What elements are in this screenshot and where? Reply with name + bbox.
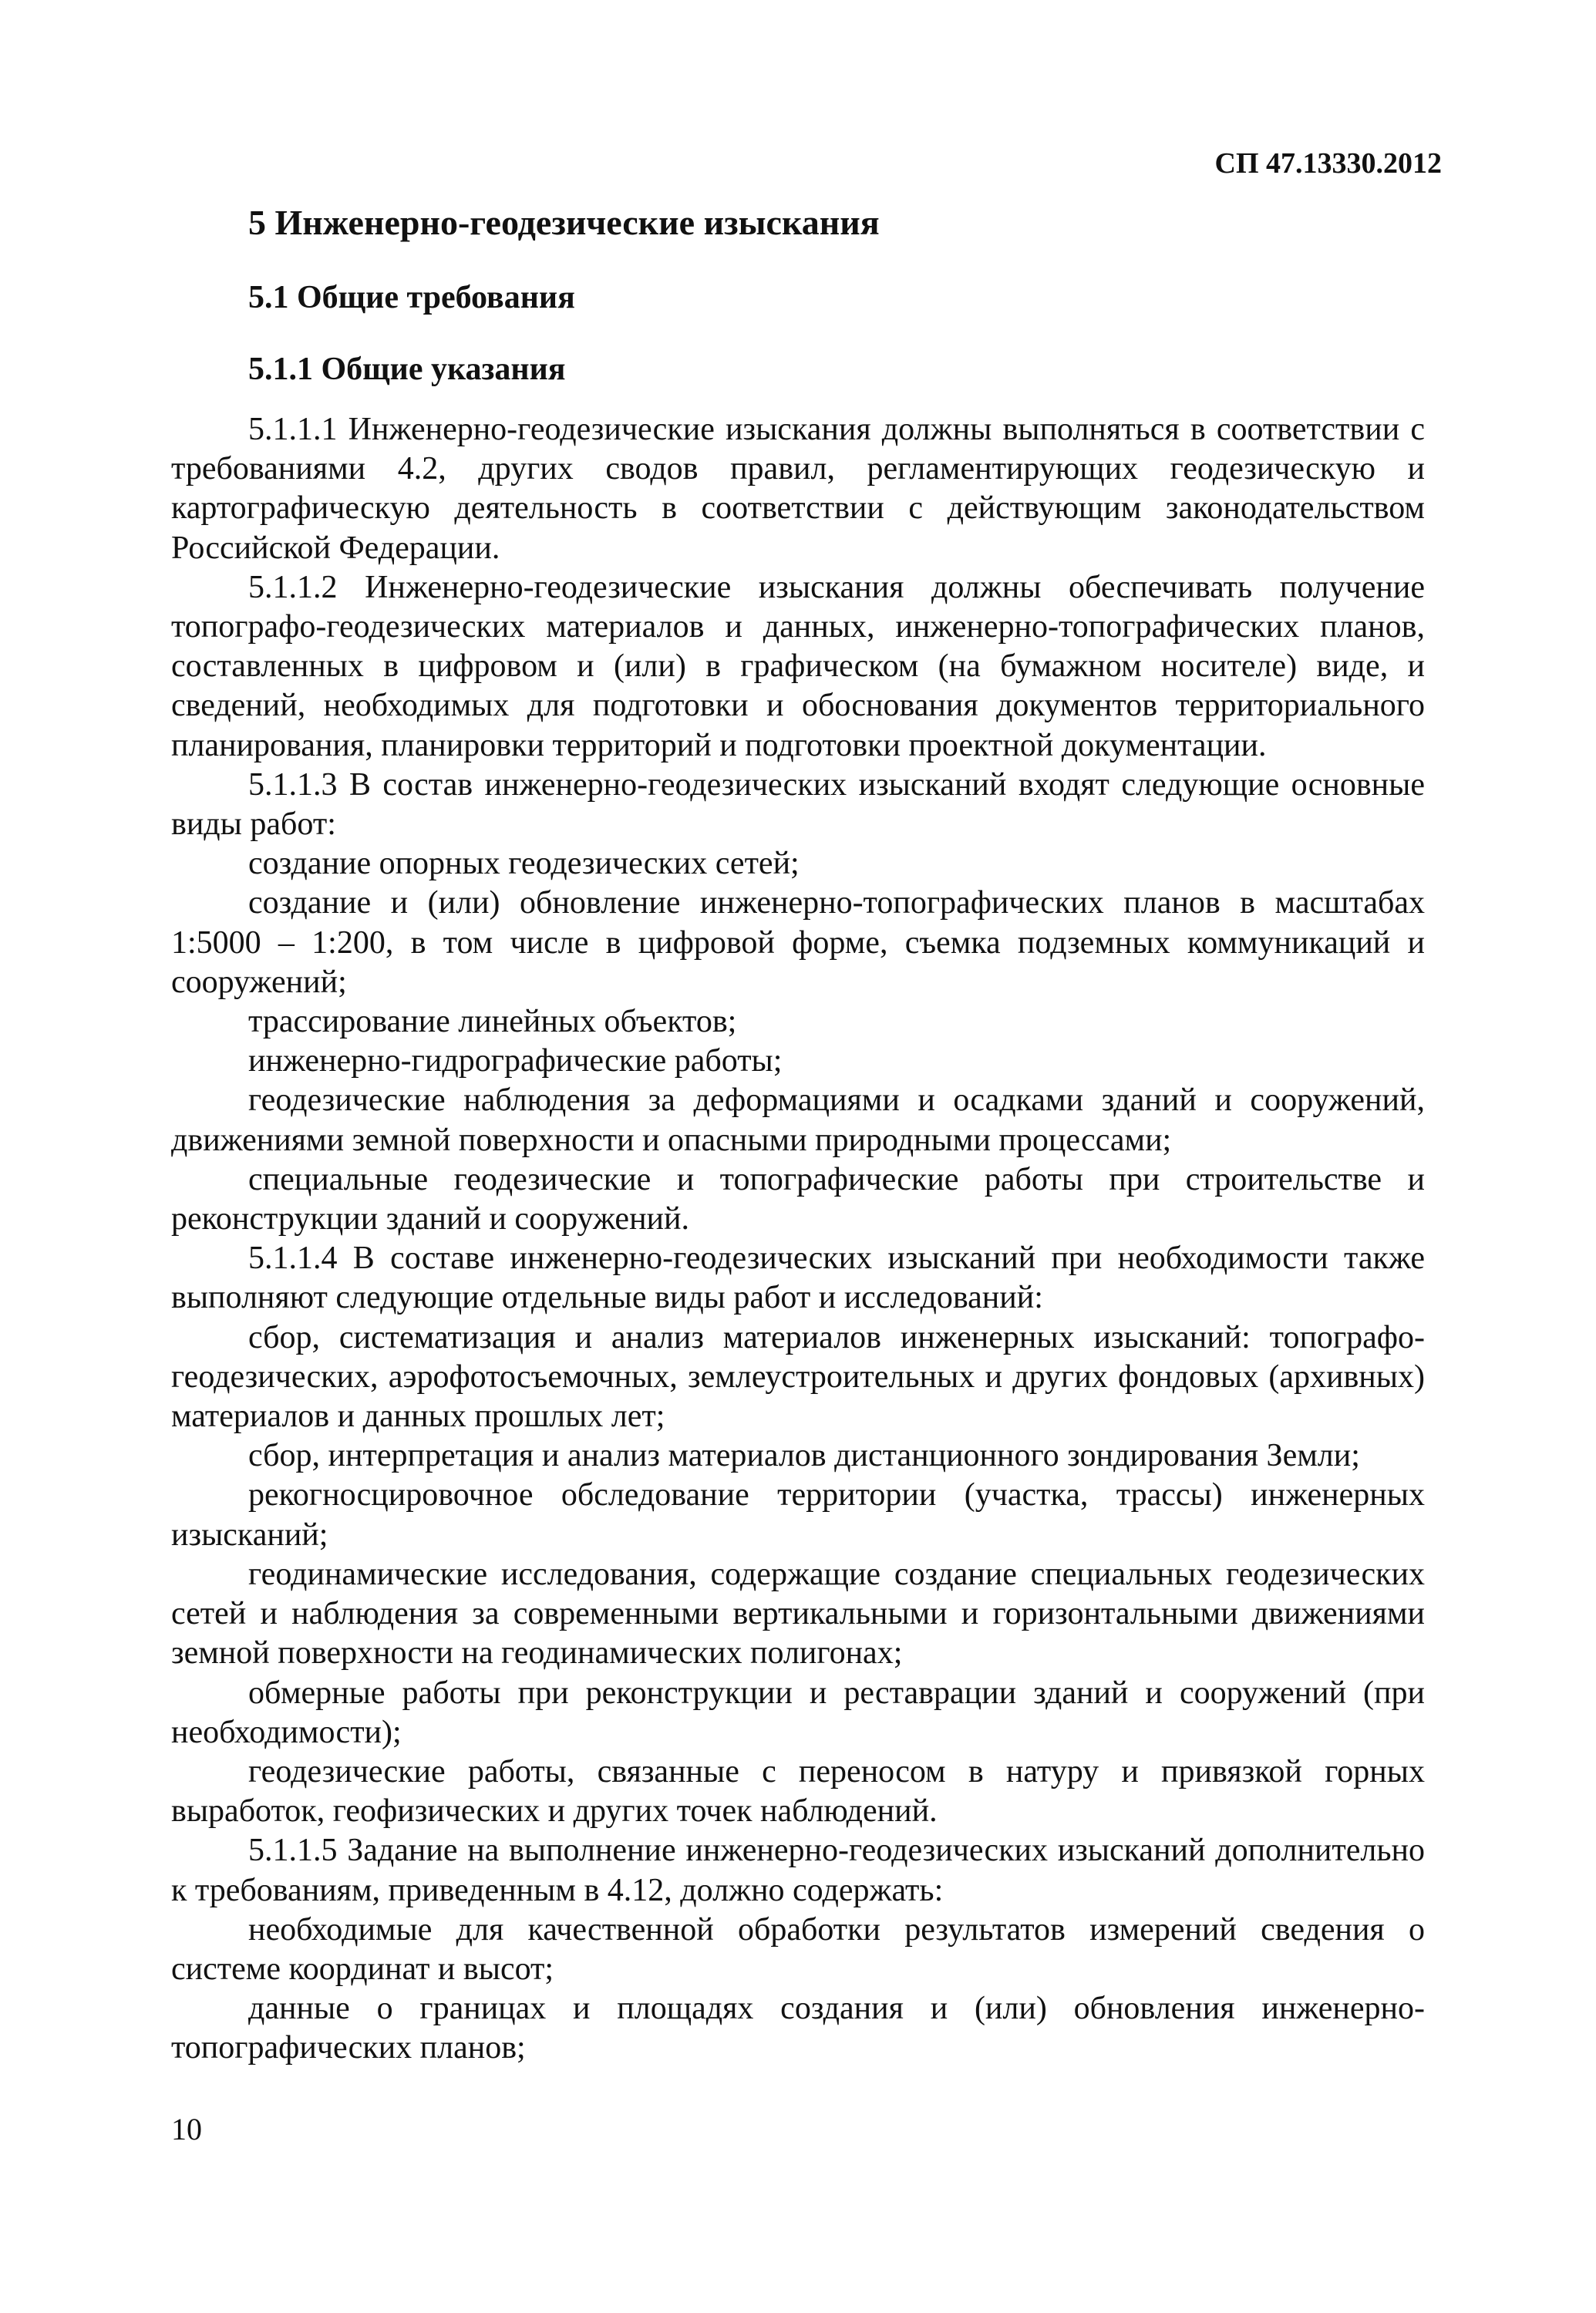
list-item: геодинамические исследования, содержащие создание специальных геодезических сетей и наблюдения за современными вертикальными и горизонтальными движениями земной поверхности на геодинамических полигонах; [171, 1556, 1425, 1672]
page-number: 10 [171, 2112, 202, 2146]
document-body [171, 410, 1425, 2069]
list-item: трассирование линейных объектов; [248, 1004, 737, 1040]
list-item: геодезические наблюдения за деформациями и осадками зданий и сооружений, движениями земной поверхности и опасными природными процессами; [171, 1082, 1425, 1158]
paragraph-5-1-1-1: 5.1.1.1 Инженерно-геодезические изыскания должны выполняться в соответствии с требованиями 4.2, других сводов правил, регламентирующих геодезическую и картографическую деятельность в соответствии с действующим законодательством Российской Федерации. [171, 412, 1425, 566]
list-item: данные о границах и площадях создания и (или) обновления инженерно-топографических планов; [171, 1991, 1425, 2066]
list-item: рекогносцировочное обследование территории (участка, трассы) инженерных изысканий; [171, 1477, 1425, 1553]
subsection-heading: 5.1 Общие требования [248, 280, 575, 315]
list-item: необходимые для качественной обработки результатов измерений сведения о системе координат и высот; [171, 1911, 1425, 1987]
list-item: обмерные работы при реконструкции и реставрации зданий и сооружений (при необходимости); [171, 1675, 1425, 1750]
paragraph-5-1-1-2: 5.1.1.2 Инженерно-геодезические изыскания должны обеспечивать получение топографо-геодезических материалов и данных, инженерно-топографических планов, составленных в цифровом и (или) в графическом (на бумажном носителе) виде, и сведений, необходимых для подготовки и обоснования документов территориального планирования, планировки территорий и подготовки проектной документации. [171, 569, 1425, 763]
subsubsection-heading: 5.1.1 Общие указания [248, 352, 566, 387]
list-item: сбор, интерпретация и анализ материалов дистанционного зондирования Земли; [248, 1438, 1360, 1474]
paragraph-5-1-1-4: 5.1.1.4 В составе инженерно-геодезических изысканий при необходимости также выполняют следующие отдельные виды работ и исследований: [171, 1241, 1425, 1316]
list-item: сбор, систематизация и анализ материалов инженерных изысканий: топографо-геодезических, аэрофотосъемочных, землеустроительных и других фондовых (архивных) материалов и данных прошлых лет; [171, 1319, 1425, 1435]
paragraph-5-1-1-3: 5.1.1.3 В состав инженерно-геодезических изысканий входят следующие основные виды работ: [171, 766, 1425, 843]
paragraph-5-1-1-5: 5.1.1.5 Задание на выполнение инженерно-геодезических изысканий дополнительно к требованиям, приведенным в 4.12, должно содержать: [171, 1833, 1425, 1908]
document-code: СП 47.13330.2012 [1214, 147, 1442, 180]
list-item: создание и (или) обновление инженерно-топографических планов в масштабах 1:5000 – 1:200, в том числе в цифровой форме, съемка подземных коммуникаций и сооружений; [171, 885, 1425, 1000]
section-heading: 5 Инженерно-геодезические изыскания [248, 203, 880, 242]
list-item: создание опорных геодезических сетей; [248, 846, 800, 882]
list-item: специальные геодезические и топографические работы при строительстве и реконструкции зданий и сооружений. [171, 1161, 1425, 1237]
list-item: геодезические работы, связанные с переносом в натуру и привязкой горных выработок, геофизических и других точек наблюдений. [171, 1753, 1425, 1830]
list-item: инженерно-гидрографические работы; [248, 1043, 783, 1079]
